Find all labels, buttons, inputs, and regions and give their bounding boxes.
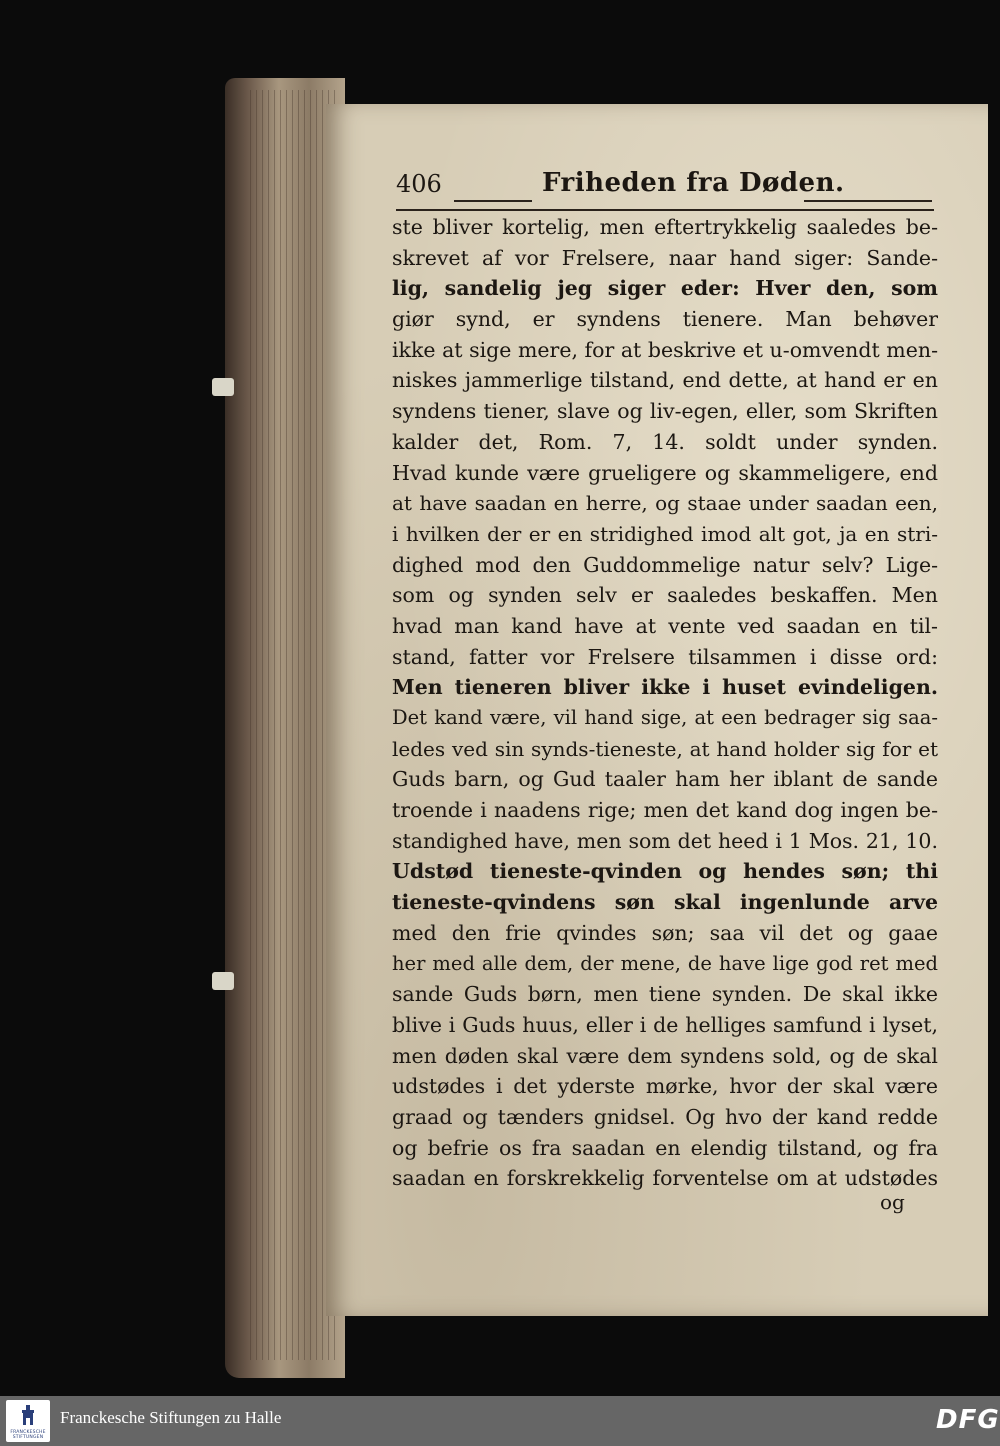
text-line: skrevet af vor Frelsere, naar hand siger: Sande- bbox=[392, 245, 938, 270]
text-line: Guds barn, og Gud taaler ham her iblant de sande bbox=[392, 767, 938, 792]
text-line: syndens tiener, slave og liv-egen, eller, som Skriften bbox=[392, 399, 938, 424]
head-rule-right bbox=[804, 200, 932, 202]
text-line: her med alle dem, der mene, de have lige god ret med bbox=[392, 951, 938, 975]
text-line: giør synd, er syndens tienere. Man behøver bbox=[392, 307, 938, 332]
text-line: med den frie qvindes søn; saa vil det og gaae bbox=[392, 920, 938, 945]
running-head-title: Friheden fra Døden. bbox=[542, 168, 845, 198]
text-line: tieneste-qvindens søn skal ingenlunde arve bbox=[392, 890, 938, 915]
text-line: blive i Guds huus, eller i de helliges samfund i lyset, bbox=[392, 1012, 938, 1037]
text-line: Det kand være, vil hand sige, at een bedrager sig saa- bbox=[392, 706, 938, 729]
text-line: kalder det, Rom. 7, 14. soldt under synden. bbox=[392, 429, 938, 454]
institution-name[interactable]: Franckesche Stiftungen zu Halle bbox=[60, 1408, 282, 1427]
text-line: Udstød tieneste-qvinden og hendes søn; thi bbox=[392, 859, 938, 884]
running-head bbox=[396, 170, 936, 210]
page-number: 406 bbox=[396, 170, 442, 198]
text-line: ledes ved sin synds-tieneste, at hand holder sig for et bbox=[392, 736, 938, 761]
text-line: ikke at sige mere, for at beskrive et u-omvendt men- bbox=[392, 337, 938, 362]
text-line: i hvilken der er en stridighed imod alt got, ja en stri- bbox=[392, 521, 938, 546]
text-line: graad og tænders gnidsel. Og hvo der kand redde bbox=[392, 1104, 938, 1129]
text-line: dighed mod den Guddommelige natur selv? Lige- bbox=[392, 552, 938, 577]
text-line: hvad man kand have at vente ved saadan en til- bbox=[392, 613, 938, 638]
catchword: og bbox=[880, 1190, 905, 1214]
dfg-logo[interactable]: DFG bbox=[936, 1405, 1000, 1435]
head-underline bbox=[396, 209, 934, 211]
text-line: ste bliver kortelig, men eftertrykkelig saaledes be- bbox=[392, 215, 938, 239]
text-line: lig, sandelig jeg siger eder: Hver den, som bbox=[392, 276, 938, 301]
book-clasp-upper bbox=[212, 378, 234, 396]
footer-bar bbox=[0, 1396, 1000, 1446]
text-line: at have saadan en herre, og staae under saadan een, bbox=[392, 491, 938, 516]
body-text bbox=[392, 212, 938, 1194]
text-line: og befrie os fra saadan en elendig tilstand, og fra bbox=[392, 1135, 938, 1160]
text-line: Hvad kunde være grueligere og skammeligere, end bbox=[392, 460, 938, 485]
text-line: sande Guds børn, men tiene synden. De skal ikke bbox=[392, 982, 938, 1007]
text-line: Men tieneren bliver ikke i huset evindeligen. bbox=[392, 675, 938, 700]
book-clasp-lower bbox=[212, 972, 234, 990]
text-line: niskes jammerlige tilstand, end dette, at hand er en bbox=[392, 368, 938, 393]
building-icon bbox=[20, 1405, 36, 1427]
text-line: saadan en forskrekkelig forventelse om at udstødes bbox=[392, 1166, 938, 1191]
text-line: standighed have, men som det heed i 1 Mos. 21, 10. bbox=[392, 828, 938, 853]
text-line: som og synden selv er saaledes beskaffen. Men bbox=[392, 583, 938, 608]
text-line: stand, fatter vor Frelsere tilsammen i disse ord: bbox=[392, 644, 938, 669]
head-rule-left bbox=[454, 200, 532, 202]
text-line: troende i naadens rige; men det kand dog ingen be- bbox=[392, 798, 938, 823]
text-line: udstødes i det yderste mørke, hvor der skal være bbox=[392, 1074, 938, 1099]
text-line: men døden skal være dem syndens sold, og de skal bbox=[392, 1043, 938, 1068]
institution-logo-text: FRANCKESCHE STIFTUNGEN bbox=[10, 1430, 46, 1440]
institution-logo bbox=[6, 1400, 50, 1442]
